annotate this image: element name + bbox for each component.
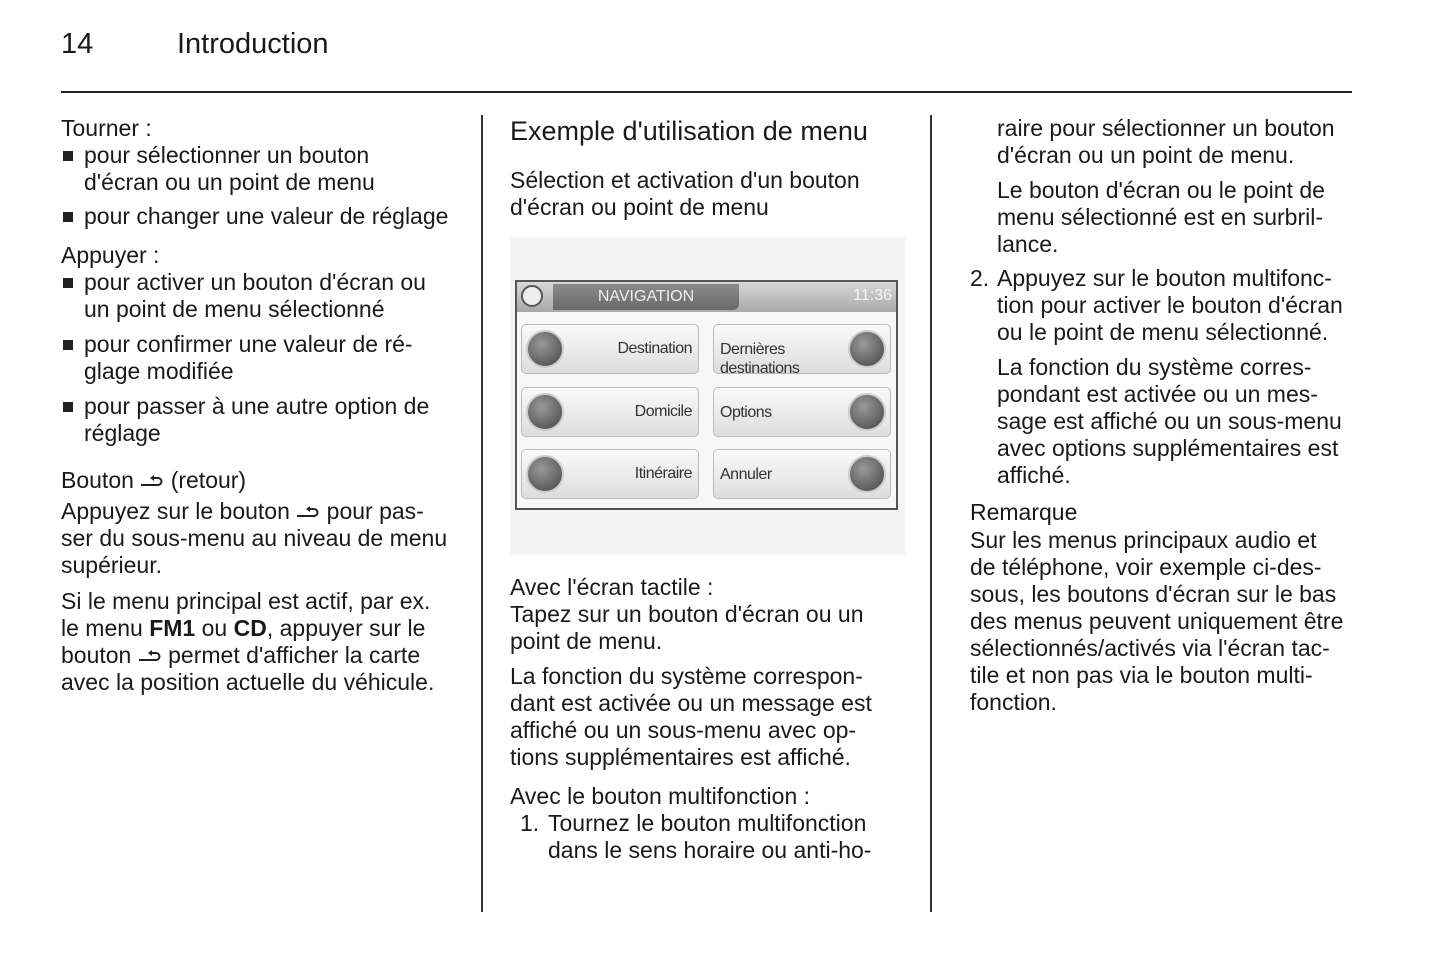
route-icon — [526, 455, 564, 493]
bullet-item: pour changer une valeur de réglage — [61, 203, 448, 230]
column-divider — [481, 115, 483, 912]
subheading: Sélection et activation d'un bouton d'écran ou point de menu — [510, 167, 860, 220]
navigation-screen — [515, 280, 898, 510]
subheading: Avec le bouton multifonction : — [510, 783, 811, 809]
page-title: Introduction — [177, 28, 329, 60]
back-arrow-icon — [138, 650, 162, 664]
step-text: Appuyez sur le bouton multifonc- tion pour activer le bouton d'écran ou le point de menu sélectionné. — [997, 265, 1343, 345]
remark-text: Sur les menus principaux audio et de téléphone, voir exemple ci-des- sous, les boutons d'écran sur le bas des menus peuvent uniquement être sélectionnés/activés via l'écran tac- tile et non pas via le bouton multi- fonction. — [970, 527, 1344, 715]
step-text: Le bouton d'écran ou le point de menu sélectionné est en surbril- lance. — [997, 177, 1325, 257]
back-arrow-icon — [296, 506, 320, 520]
options-button[interactable]: Options — [713, 387, 891, 437]
recent-destinations-button[interactable]: Dernières destinations — [713, 324, 891, 374]
bouton-retour-heading: Bouton (retour) — [61, 467, 247, 493]
screen-title-bar — [517, 282, 896, 312]
paragraph: La fonction du système correspon- dant est activée ou un message est affiché ou un sous-menu avec op- tions supplémentaires est affiché. — [510, 663, 872, 770]
bullet-item: pour confirmer une valeur de ré- glage modifiée — [61, 331, 413, 385]
paragraph: Tapez sur un bouton d'écran ou un point de menu. — [510, 601, 864, 654]
step-text: raire pour sélectionner un bouton d'écran ou un point de menu. — [997, 115, 1335, 168]
gears-icon — [848, 393, 886, 431]
home-button[interactable]: Domicile — [521, 387, 699, 437]
back-arrow-icon — [140, 475, 164, 489]
section-heading: Exemple d'utilisation de menu — [510, 116, 868, 146]
step-text: La fonction du système corres- pondant est activée ou un mes- sage est affiché ou un sous-menu avec options supplémentaires est affiché. — [997, 354, 1342, 488]
bullet-item: pour sélectionner un bouton d'écran ou un point de menu — [61, 142, 375, 196]
appuyer-label: Appuyer : — [61, 242, 160, 268]
recent-destinations-icon — [848, 330, 886, 368]
itinerary-button[interactable]: Itinéraire — [521, 449, 699, 499]
screen-title: NAVIGATION — [553, 284, 739, 310]
cancel-button[interactable]: Annuler — [713, 449, 891, 499]
paragraph: Si le menu principal est actif, par ex. le menu FM1 ou CD, appuyer sur le bouton permet d'afficher la carte avec la position actuelle du véhicule. — [61, 588, 435, 695]
step-number: 2. — [970, 265, 990, 291]
destination-icon — [526, 330, 564, 368]
subheading: Avec l'écran tactile : — [510, 574, 714, 600]
cancel-route-icon — [848, 455, 886, 493]
clock-icon — [521, 285, 543, 307]
remark-title: Remarque — [970, 499, 1078, 525]
paragraph: Appuyez sur le bouton pour pas- ser du sous-menu au niveau de menu supérieur. — [61, 498, 448, 578]
step-number: 1. — [520, 810, 540, 836]
screen-time: 11:36 — [853, 287, 892, 304]
column-divider — [930, 115, 932, 912]
page-number: 14 — [61, 28, 94, 60]
home-icon — [526, 393, 564, 431]
tourner-label: Tourner : — [61, 115, 152, 141]
bullet-item: pour passer à une autre option de réglage — [61, 393, 429, 447]
header-divider — [61, 91, 1352, 93]
destination-button[interactable]: Destination — [521, 324, 699, 374]
bullet-item: pour activer un bouton d'écran ou un point de menu sélectionné — [61, 269, 426, 323]
step-text: Tournez le bouton multifonction dans le sens horaire ou anti-ho- — [548, 810, 872, 863]
